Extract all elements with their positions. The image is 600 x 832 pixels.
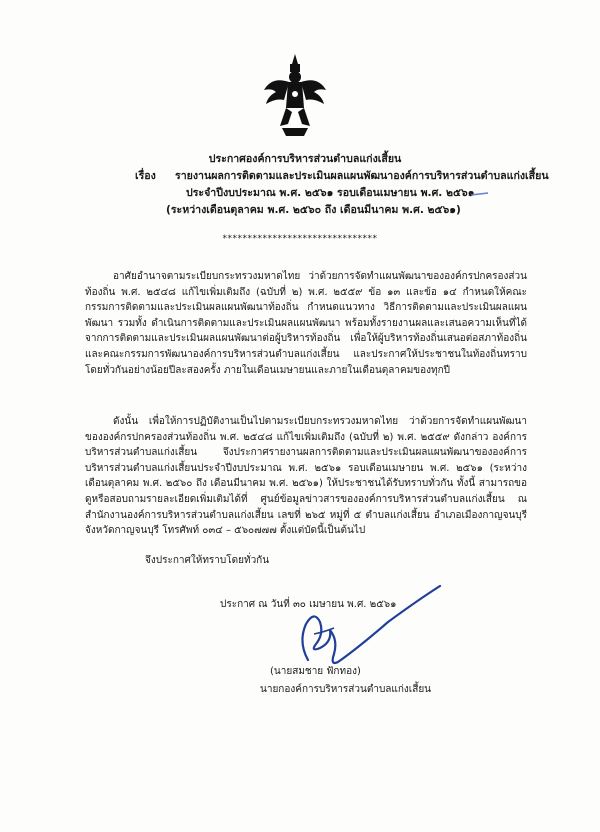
paragraph-closing: จึงประกาศให้ทราบโดยทั่วกัน bbox=[145, 555, 270, 566]
paragraph-authority bbox=[85, 269, 527, 378]
signer-title: นายกองค์การบริหารส่วนตำบลแก่งเสี้ยน bbox=[260, 684, 432, 695]
garuda-emblem-icon bbox=[262, 52, 328, 138]
period-line: (ระหว่างเดือนตุลาคม พ.ศ. ๒๕๖๐ ถึง เดือนมีนาคม พ.ศ. ๒๕๖๑) bbox=[166, 204, 461, 216]
subject-text: รายงานผลการติดตามและประเมินผลแผนพัฒนาองค์การบริหารส่วนตำบลแก่งเสี้ยน bbox=[175, 170, 549, 182]
subject-label: เรื่อง bbox=[135, 170, 156, 182]
announcement-title: ประกาศองค์การบริหารส่วนตำบลแก่งเสี้ยน bbox=[208, 153, 402, 165]
separator: ******************************* bbox=[222, 234, 378, 244]
signer-name: (นายสมชาย ฟักทอง) bbox=[270, 666, 361, 677]
paragraph-announcement-text: ดังนั้น เพื่อให้การปฏิบัติงานเป็นไปตามระเบียบกระทรวงมหาดไทย ว่าด้วยการจัดทำแผนพัฒนาขององค์กรปกครองส่วนท้องถิ่น พ.ศ. ๒๕๔๘ แก้ไขเพิ่มเติมถึง (ฉบับที่ ๒) พ.ศ. ๒๕๕๙ ดังกล่าว องค์การบริหารส่วนตำบลแก่งเสี้ยน จึงประกาศรายงานผลการติดตามและประเมินผลแผนพัฒนาขององค์การบริหารส่วนตำบลแก่งเสี้ยนประจำปีงบประมาณ พ.ศ. ๒๕๖๑ รอบเดือนเมษายน พ.ศ. ๒๕๖๑ (ระหว่างเดือนตุลาคม พ.ศ. ๒๕๖๐ ถึง เดือนมีนาคม พ.ศ. ๒๕๖๑) ให้ประชาชนได้รับทราบทั่วกัน ทั้งนี้ สามารถขอดูหรือสอบถามรายละเอียดเพิ่มเติมได้ที่ ศูนย์ข้อมูลข่าวสารขององค์การบริหารส่วนตำบลแก่งเสี้ยน ณ สำนักงานองค์การบริหารส่วนตำบลแก่งเสี้ยน เลขที่ ๒๖๕ หมู่ที่ ๕ ตำบลแก่งเสี้ยน อำเภอเมืองกาญจนบุรี จังหวัดกาญจนบุรี โทรศัพท์ ๐๓๔ – ๕๖๐๗๗๗ ตั้งแต่บัดนี้เป็นต้นไป bbox=[85, 416, 527, 537]
paragraph-authority-text: อาศัยอำนาจตามระเบียบกระทรวงมหาดไทย ว่าด้วยการจัดทำแผนพัฒนาขององค์กรปกครองส่วนท้องถิ่น พ.ศ. ๒๕๔๘ แก้ไขเพิ่มเติมถึง (ฉบับที่ ๒) พ.ศ. ๒๕๕๙ ข้อ ๑๓ และข้อ ๑๔ กำหนดให้คณะกรรมการติดตามและประเมินผลแผนพัฒนาท้องถิ่น กำหนดแนวทาง วิธีการติดตามและประเมินผลแผนพัฒนา รวมทั้ง ดำเนินการติดตามและประเมินผลแผนพัฒนา พร้อมทั้งรายงานผลและเสนอความเห็นที่ได้จากการติดตามและประเมินผลแผนพัฒนาต่อผู้บริหารท้องถิ่น เพื่อให้ผู้บริหารท้องถิ่นเสนอต่อสภาท้องถิ่น และคณะกรรมการพัฒนาองค์การบริหารส่วนตำบลแก่งเสี้ยน และประกาศให้ประชาชนในท้องถิ่นทราบโดยทั่วกันอย่างน้อยปีละสองครั้ง ภายในเดือนเมษายนและภายในเดือนตุลาคมของทุกปี bbox=[85, 271, 527, 376]
announcement-subject-line bbox=[135, 168, 555, 185]
announcement-date: ประกาศ ณ วันที่ ๓๐ เมษายน พ.ศ. ๒๕๖๑ bbox=[220, 599, 397, 610]
fiscal-year-line: ประจำปีงบประมาณ พ.ศ. ๒๕๖๑ รอบเดือนเมษายน พ.ศ. ๒๕๖๑ bbox=[186, 187, 475, 199]
pen-mark-icon bbox=[470, 190, 490, 198]
paragraph-announcement bbox=[85, 414, 527, 539]
